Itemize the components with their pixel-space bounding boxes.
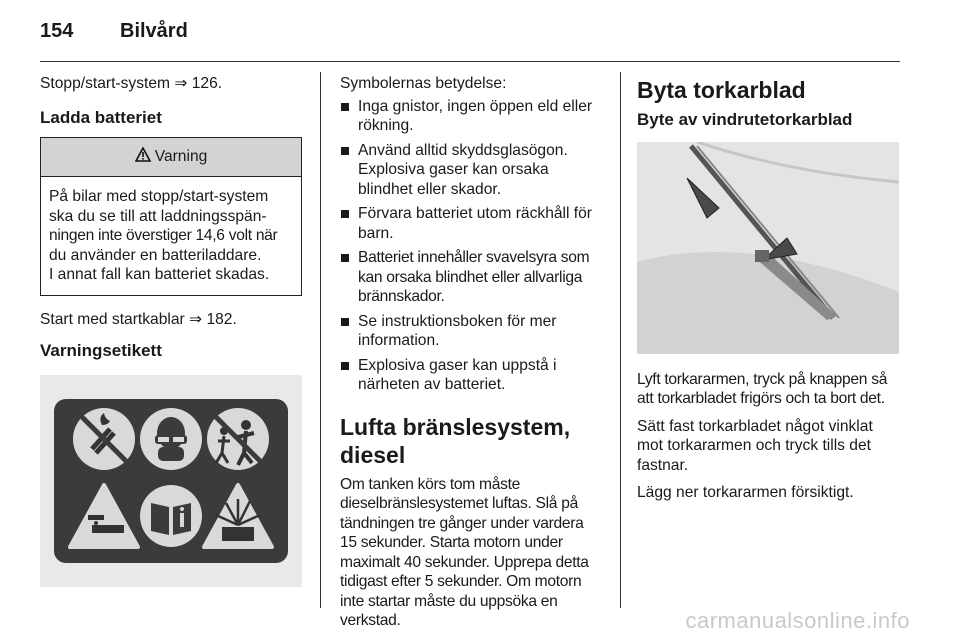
- battery-warning-label-image: [40, 375, 302, 587]
- column-3: [637, 74, 902, 511]
- warning-line: ningen inte överstiger 14,6 volt när: [49, 227, 278, 244]
- read-manual-icon: [140, 485, 202, 547]
- header-rule: [40, 61, 900, 62]
- heading-replace-wipers: Byta torkarblad: [637, 77, 806, 103]
- subheading-windscreen-wiper: Byte av vindrutetorkarblad: [637, 110, 853, 129]
- warning-triangle-icon: [135, 147, 151, 168]
- heading-warning-label: Varningsetikett: [40, 341, 162, 360]
- warning-header: [41, 138, 301, 177]
- column-divider-1: [320, 72, 321, 608]
- bleed-fuel-text: Om tanken körs tom måste dieselbränslesystemet luftas. Slå på tändningen tre gånger under vardera 15 sekunder. Starta motorn under maximalt 40 sekunder. Upprepa detta tidigast efter 5 sekunder. Om motorn inte startar måste du uppsöka en verkstad.: [340, 475, 589, 629]
- column-divider-2: [620, 72, 621, 608]
- list-item: Se instruktionsboken för mer information.: [340, 312, 604, 351]
- list-item: Inga gnistor, ingen öppen eld eller rökning.: [340, 97, 604, 136]
- page-number: 154: [40, 20, 74, 42]
- list-item: Använd alltid skyddsglasögon. Explosiva gaser kan orsaka blindhet eller skador.: [340, 141, 604, 200]
- warning-body: [41, 177, 301, 295]
- list-item: Batteriet innehåller svavelsyra som kan orsaka blindhet eller allvarliga brännskador.: [340, 248, 604, 307]
- warning-line: du använder en batteriladdare.: [49, 246, 262, 264]
- column-1: [40, 74, 302, 587]
- heading-bleed-fuel-system: Lufta bränslesystem, diesel: [340, 413, 571, 468]
- warning-box: [40, 137, 302, 296]
- wiper-blade-image: [637, 142, 899, 354]
- wiper-step-1: Lyft torkararmen, tryck på knappen så att torkarbladet frigörs och ta bort det.: [637, 370, 888, 407]
- warning-line: På bilar med stopp/start-system: [49, 188, 269, 205]
- column-2: [340, 74, 604, 639]
- jump-start-ref: Start med startkablar ⇒ 182.: [40, 310, 237, 328]
- keep-away-children-icon: [207, 408, 269, 470]
- chapter-title: Bilvård: [120, 20, 188, 42]
- wiper-step-3: Lägg ner torkararmen försiktigt.: [637, 484, 854, 501]
- symbols-intro: Symbolernas betydelse:: [340, 75, 507, 92]
- wiper-step-2: Sätt fast torkarbladet något vinklat mot torkararmen och tryck tills det fastnar.: [637, 417, 873, 474]
- list-item: Explosiva gaser kan uppstå i närheten av batteriet.: [340, 356, 604, 395]
- warning-line: ska du se till att laddningsspän-: [49, 207, 267, 225]
- start-stop-ref: Stopp/start-system ⇒ 126.: [40, 75, 223, 92]
- no-fire-icon: [73, 408, 135, 470]
- list-item: Förvara batteriet utom räckhåll för barn.: [340, 204, 604, 243]
- eye-protection-icon: [140, 408, 202, 470]
- symbols-list: [340, 97, 604, 395]
- warning-title: Varning: [154, 148, 208, 166]
- warning-line: I annat fall kan batteriet skadas.: [49, 266, 270, 283]
- heading-charge-battery: Ladda batteriet: [40, 107, 162, 127]
- watermark: carmanualsonline.info: [685, 608, 910, 633]
